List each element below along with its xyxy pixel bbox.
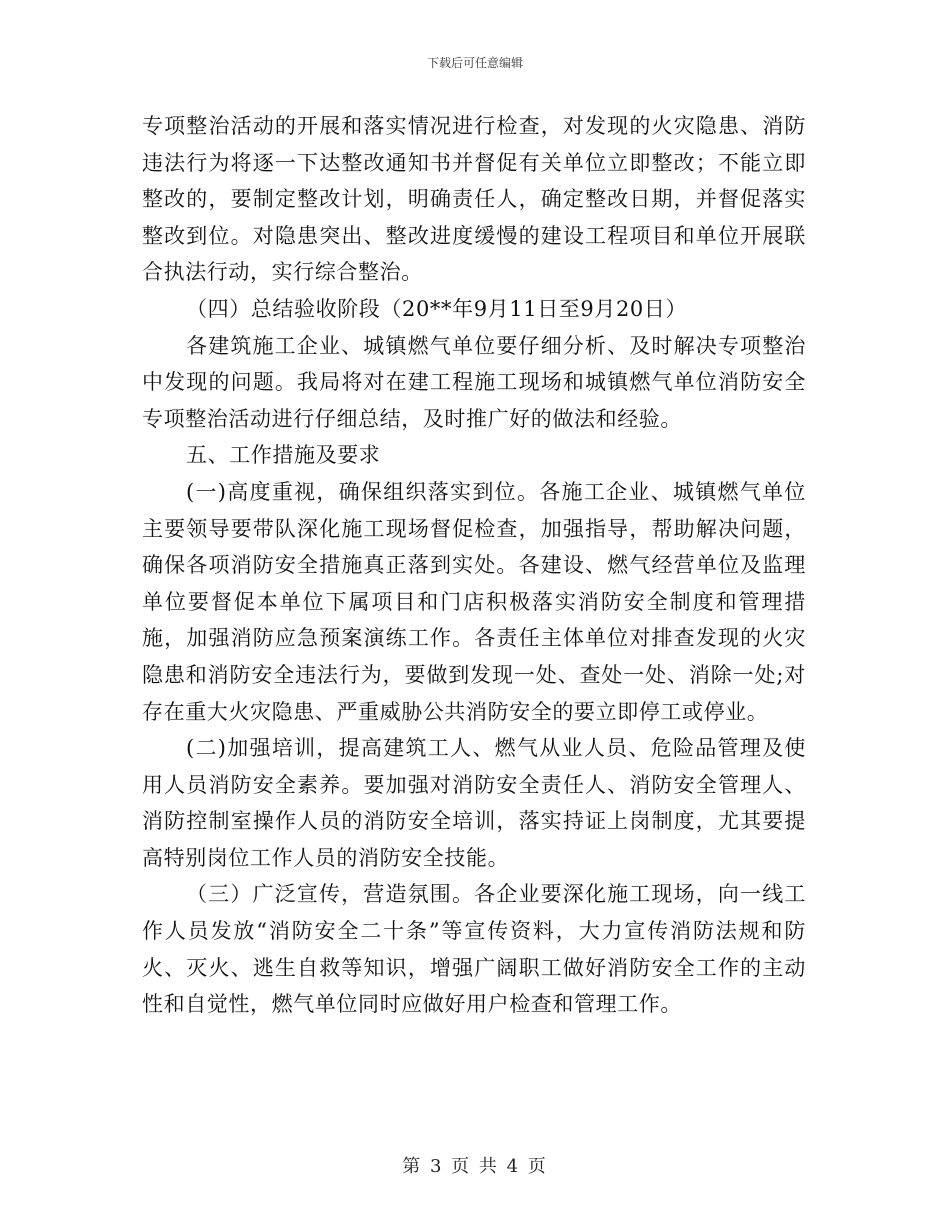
paragraph-6: (二)加强培训，提高建筑工人、燃气从业人员、危险品管理及使用人员消防安全素养。要加强对消防安全责任人、消防安全管理人、消防控制室操作人员的消防安全培训，落实持证上岗制度，尤其要提高特别岗位工作人员的消防安全技能。 <box>142 736 806 870</box>
section-heading: 五、工作措施及要求 <box>186 443 381 468</box>
paragraph-5: (一)高度重视，确保组织落实到位。各施工企业、城镇燃气单位主要领导要带队深化施工现场督促检查，加强指导，帮助解决问题，确保各项消防安全措施真正落到实处。各建设、燃气经营单位及监理单位要督促本单位下属项目和门店积极落实消防安全制度和管理措施，加强消防应急预案演练工作。各责任主体单位对排查发现的火灾隐患和消防安全违法行为，要做到发现一处、查处一处、消除一处;对存在重大火灾隐患、严重威胁公共消防安全的要立即停工或停业。 <box>142 479 806 724</box>
paragraph-2-heading: （四）总结验收阶段（20**年9月11日至9月20日） <box>186 296 688 321</box>
document-body <box>142 108 806 1023</box>
paragraph-1: 专项整治活动的开展和落实情况进行检查，对发现的火灾隐患、消防违法行为将逐一下达整改通知书并督促有关单位立即整改；不能立即整改的，要制定整改计划，明确责任人，确定整改日期，并督促落实整改到位。对隐患突出、整改进度缓慢的建设工程项目和单位开展联合执法行动，实行综合整治。 <box>142 114 806 285</box>
page-number: 第 3 页 共 4 页 <box>402 1156 548 1177</box>
page-header-note: 下载后可任意编辑 <box>426 56 523 70</box>
paragraph-3: 各建筑施工企业、城镇燃气单位要仔细分析、及时解决专项整治中发现的问题。我局将对在建工程施工现场和城镇燃气单位消防安全专项整治活动进行仔细总结，及时推广好的做法和经验。 <box>142 333 806 431</box>
paragraph-7: （三）广泛宣传，营造氛围。各企业要深化施工现场，向一线工作人员发放“消防安全二十条”等宣传资料，大力宣传消防法规和防火、灭火、逃生自救等知识，增强广阔职工做好消防安全工作的主动性和自觉性，燃气单位同时应做好用户检查和管理工作。 <box>142 882 806 1017</box>
